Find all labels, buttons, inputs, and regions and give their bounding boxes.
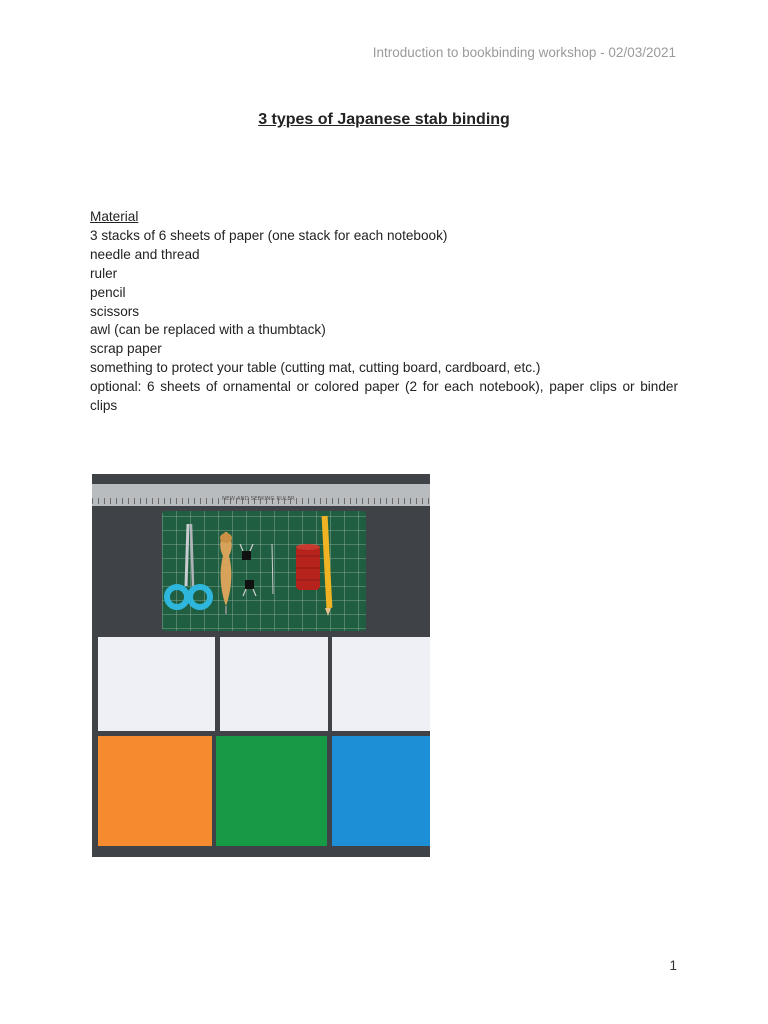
material-item: scissors (90, 303, 140, 319)
material-item: scrap paper (90, 341, 162, 357)
blue-paper-sheet (332, 736, 430, 846)
material-item: 3 stacks of 6 sheets of paper (one stack for each notebook) (90, 227, 448, 243)
white-paper-sheet (98, 637, 215, 731)
white-paper-sheet (332, 637, 430, 731)
page-number: 1 (669, 958, 677, 973)
orange-paper-sheet (98, 736, 212, 846)
material-item: awl (can be replaced with a thumbtack) (90, 322, 326, 338)
white-paper-sheet (220, 637, 328, 731)
materials-photo (92, 474, 430, 857)
thread-spool-icon (296, 544, 320, 590)
materials-section (90, 208, 678, 416)
material-item-optional: optional: 6 sheets of ornamental or colored paper (2 for each notebook), paper clips or binder clips (90, 379, 678, 414)
materials-photo-illustration (92, 474, 430, 857)
page-title: 3 types of Japanese stab binding (258, 111, 510, 128)
materials-heading: Material (90, 209, 139, 224)
ruler-label: NEW AND SEEKING RULER (222, 496, 295, 502)
material-item: needle and thread (90, 246, 200, 262)
material-item: something to protect your table (cutting mat, cutting board, cardboard, etc.) (90, 360, 541, 376)
header-note: Introduction to bookbinding workshop - 02/03/2021 (372, 45, 676, 60)
material-item: pencil (90, 284, 126, 300)
material-item: ruler (90, 265, 118, 281)
green-paper-sheet (216, 736, 327, 846)
ruler-icon (92, 484, 430, 508)
